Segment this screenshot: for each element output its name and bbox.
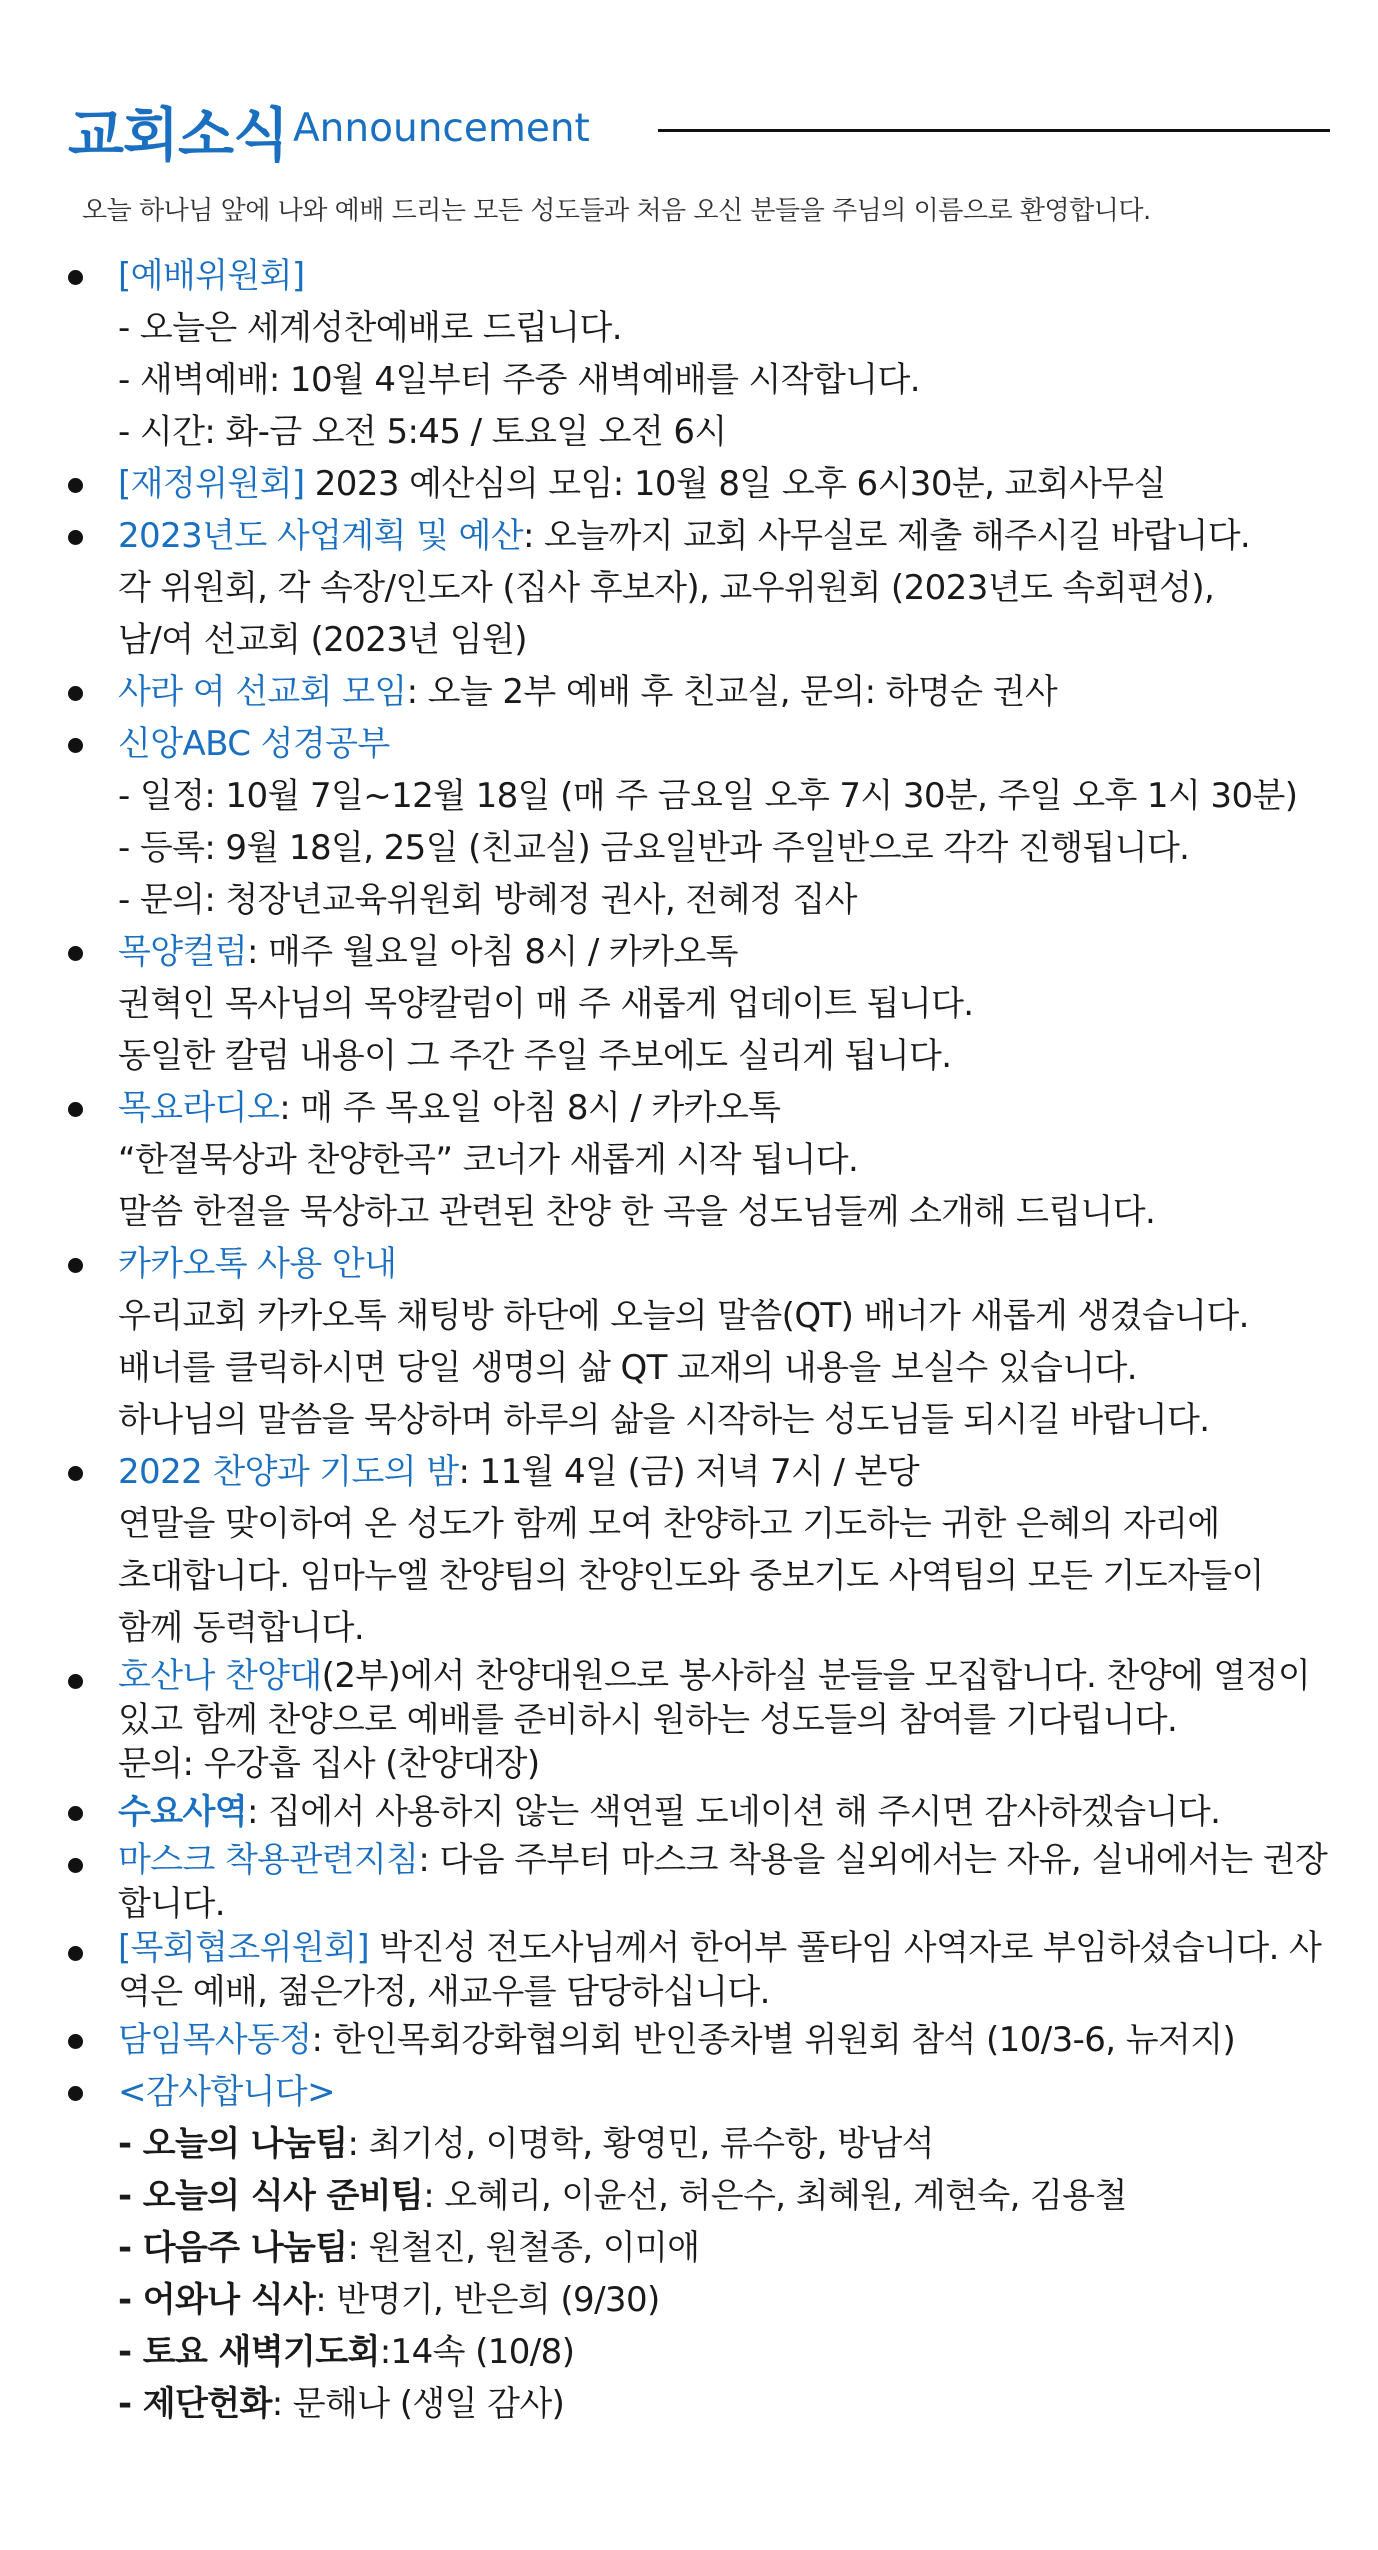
item-head	[118, 1238, 1378, 1290]
thanks-value: : 오혜리, 이윤선, 허은수, 최혜원, 계현숙, 김용철	[423, 2176, 1127, 2216]
list-item	[0, 1838, 1378, 1926]
header	[68, 82, 1330, 169]
item-highlight: [재정위원회]	[118, 464, 305, 504]
item-highlight: 마스크 착용관련지침	[118, 1840, 419, 1880]
item-line: - 일정: 10월 7일~12월 18일 (매 주 금요일 오후 7시 30분, 주일 오후 1시 30분)	[118, 776, 1298, 816]
announcement-list	[0, 250, 1378, 2430]
item-highlight: 목양컬럼	[118, 932, 247, 972]
item-highlight: 신앙ABC 성경공부	[118, 724, 390, 764]
thanks-line	[118, 2378, 1378, 2430]
list-item	[0, 1082, 1378, 1238]
item-line: 배너를 클릭하시면 당일 생명의 삶 QT 교재의 내용을 보실수 있습니다.	[118, 1348, 1137, 1388]
welcome-text: 오늘 하나님 앞에 나와 예배 드리는 모든 성도들과 처음 오신 분들을 주님의 이름으로 환영합니다.	[82, 196, 1151, 226]
item-line: - 오늘은 세계성찬예배로 드립니다.	[118, 308, 622, 348]
item-text: : 다음 주부터 마스크 착용을 실외에서는 자유, 실내에서는 권장합니다.	[118, 1840, 1328, 1924]
item-text: : 오늘까지 교회 사무실로 제출 해주시길 바랍니다.	[522, 516, 1251, 556]
item-line: 함께 동력합니다.	[118, 1608, 365, 1648]
item-line: 말씀 한절을 묵상하고 관련된 찬양 한 곡을 성도님들께 소개해 드립니다.	[118, 1192, 1156, 1232]
list-item	[0, 2014, 1378, 2066]
thanks-label: - 오늘의 나눔팀	[118, 2124, 348, 2164]
item-head	[118, 666, 1378, 718]
item-head	[118, 458, 1378, 510]
item-text: 박진성 전도사님께서 한어부 풀타임 사역자로 부임하셨습니다. 사역은 예배, 젊은가정, 새교우를 담당하십니다.	[118, 1928, 1322, 2012]
item-highlight: 수요사역	[118, 1792, 247, 1832]
thanks-line	[118, 2326, 1378, 2378]
item-text: : 집에서 사용하지 않는 색연필 도네이션 해 주시면 감사하겠습니다.	[246, 1792, 1221, 1832]
item-text: 2023 예산심의 모임: 10월 8일 오후 6시30분, 교회사무실	[304, 464, 1166, 504]
item-head	[118, 1654, 1333, 1742]
list-item	[0, 1654, 1378, 1786]
item-line: - 새벽예배: 10월 4일부터 주중 새벽예배를 시작합니다.	[118, 360, 920, 400]
item-head	[118, 926, 1378, 978]
list-item	[0, 458, 1378, 510]
thanks-label: - 토요 새벽기도회	[118, 2332, 380, 2372]
item-highlight: 목요라디오	[118, 1088, 280, 1128]
item-highlight: <감사합니다>	[118, 2072, 335, 2112]
item-highlight: 담임목사동정	[118, 2020, 312, 2060]
list-item	[0, 1446, 1378, 1654]
header-rule	[658, 129, 1330, 132]
item-head	[118, 718, 1378, 770]
list-item	[0, 2066, 1378, 2430]
item-line: - 시간: 화-금 오전 5:45 / 토요일 오전 6시	[118, 412, 727, 452]
item-line: 연말을 맞이하여 온 성도가 함께 모여 찬양하고 기도하는 귀한 은혜의 자리에	[118, 1504, 1220, 1544]
item-line: 초대합니다. 임마누엘 찬양팀의 찬양인도와 중보기도 사역팀의 모든 기도자들이	[118, 1556, 1264, 1596]
item-text: : 매 주 목요일 아침 8시 / 카카오톡	[279, 1088, 781, 1128]
item-line: 하나님의 말씀을 묵상하며 하루의 삶을 시작하는 성도님들 되시길 바랍니다.	[118, 1400, 1210, 1440]
item-line: - 문의: 청장년교육위원회 방혜정 권사, 전혜정 집사	[118, 880, 857, 920]
item-head	[118, 250, 1378, 302]
item-highlight: [목회협조위원회]	[118, 1928, 370, 1968]
item-text: : 한인목회강화협의회 반인종차별 위원회 참석 (10/3-6, 뉴저지)	[311, 2020, 1236, 2060]
thanks-label: - 어와나 식사	[118, 2280, 316, 2320]
item-highlight: 카카오톡 사용 안내	[118, 1244, 397, 1284]
thanks-label: - 다음주 나눔팀	[118, 2228, 348, 2268]
thanks-line	[118, 2274, 1378, 2326]
item-line: “한절묵상과 찬양한곡” 코너가 새롭게 시작 됩니다.	[118, 1140, 859, 1180]
item-highlight: 2022 찬양과 기도의 밤	[118, 1452, 459, 1492]
thanks-value: :14속 (10/8)	[379, 2332, 575, 2372]
item-line: 각 위원회, 각 속장/인도자 (집사 후보자), 교우위원회 (2023년도 속회편성),	[118, 568, 1215, 608]
list-item	[0, 250, 1378, 458]
item-head	[118, 1082, 1378, 1134]
item-text: : 11월 4일 (금) 저녁 7시 / 본당	[458, 1452, 920, 1492]
item-head	[118, 510, 1378, 562]
item-text: : 매주 월요일 아침 8시 / 카카오톡	[246, 932, 738, 972]
thanks-value: : 문해나 (생일 감사)	[271, 2384, 565, 2424]
page-subtitle: Announcement	[293, 106, 590, 151]
thanks-label: - 오늘의 식사 준비팀	[118, 2176, 424, 2216]
item-head	[118, 2014, 1378, 2066]
item-highlight: [예배위원회]	[118, 256, 305, 296]
list-item	[0, 1786, 1378, 1838]
thanks-value: : 반명기, 반은희 (9/30)	[315, 2280, 660, 2320]
item-text: (2부)에서 찬양대원으로 봉사하실 분들을 모집합니다. 찬양에 열정이 있고 함께 찬양으로 예배를 준비하시 원하는 성도들의 참여를 기다립니다.	[118, 1656, 1311, 1740]
thanks-line	[118, 2222, 1378, 2274]
thanks-line	[118, 2170, 1378, 2222]
item-highlight: 호산나 찬양대	[118, 1656, 322, 1696]
list-item	[0, 1926, 1378, 2014]
item-line: 동일한 칼럼 내용이 그 주간 주일 주보에도 실리게 됩니다.	[118, 1036, 952, 1076]
list-item	[0, 926, 1378, 1082]
thanks-line	[118, 2118, 1378, 2170]
item-head	[118, 1926, 1333, 2014]
item-line: 문의: 우강흡 집사 (찬양대장)	[118, 1744, 540, 1784]
list-item	[0, 1238, 1378, 1446]
item-highlight: 2023년도 사업계획 및 예산	[118, 516, 523, 556]
item-head	[118, 1786, 1378, 1838]
page-title: 교회소식	[68, 101, 289, 169]
item-line: 우리교회 카카오톡 채팅방 하단에 오늘의 말씀(QT) 배너가 새롭게 생겼습니다.	[118, 1296, 1249, 1336]
thanks-value: : 원철진, 원철종, 이미애	[347, 2228, 700, 2268]
item-head	[118, 1446, 1378, 1498]
item-text: : 오늘 2부 예배 후 친교실, 문의: 하명순 권사	[406, 672, 1058, 712]
item-highlight: 사라 여 선교회 모임	[118, 672, 407, 712]
list-item	[0, 718, 1378, 926]
item-head	[118, 2066, 1378, 2118]
item-line: 권혁인 목사님의 목양칼럼이 매 주 새롭게 업데이트 됩니다.	[118, 984, 974, 1024]
item-line: 남/여 선교회 (2023년 임원)	[118, 620, 527, 660]
list-item	[0, 510, 1378, 666]
thanks-value: : 최기성, 이명학, 황영민, 류수항, 방남석	[347, 2124, 934, 2164]
item-line: - 등록: 9월 18일, 25일 (친교실) 금요일반과 주일반으로 각각 진행됩니다.	[118, 828, 1190, 868]
thanks-label: - 제단헌화	[118, 2384, 272, 2424]
item-head	[118, 1838, 1333, 1926]
list-item	[0, 666, 1378, 718]
